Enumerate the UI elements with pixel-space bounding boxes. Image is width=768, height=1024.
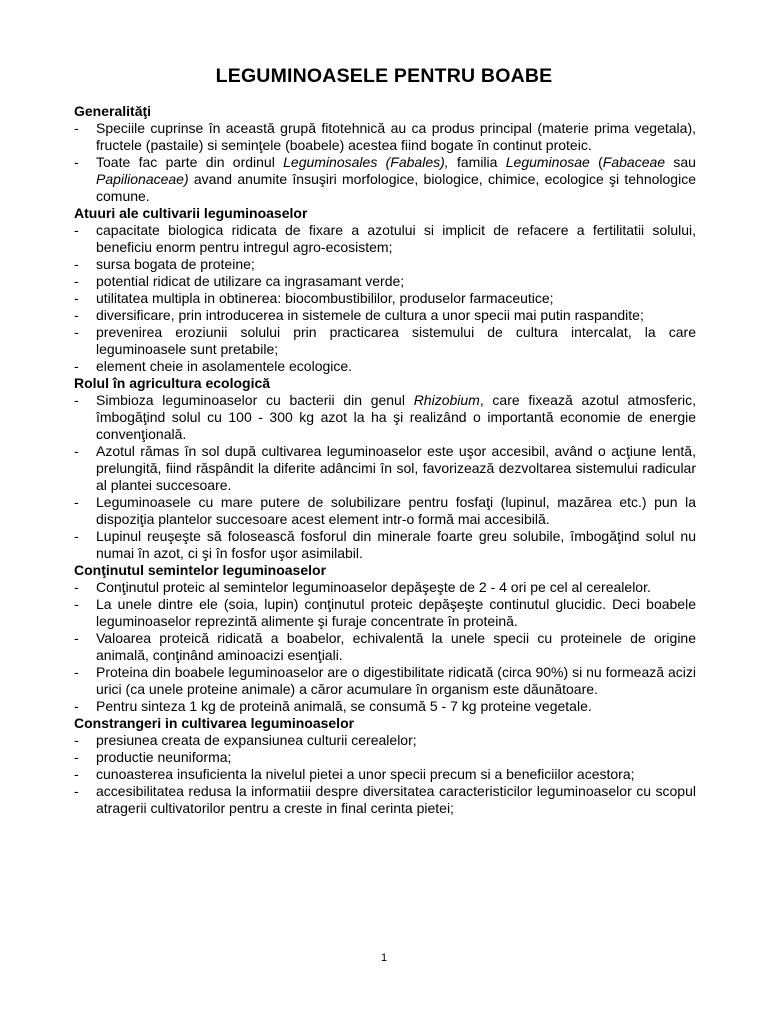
item-text: prevenirea eroziunii solului prin practicarea sistemului de cultura intercalat, la care leguminoasele sunt pretabile; <box>96 324 696 357</box>
item-text: Conţinutul proteic al semintelor leguminoaselor depăşeşte de 2 - 4 ori pe cel al cerealelor. <box>96 579 651 595</box>
bullet-item <box>74 528 696 562</box>
bullet-item <box>74 596 696 630</box>
item-text: familia <box>448 154 506 170</box>
section-heading: Constrangeri in cultivarea leguminoaselor <box>74 715 355 731</box>
bullet-item <box>74 290 696 307</box>
bullet-dash: - <box>74 630 79 646</box>
bullet-dash: - <box>74 154 79 170</box>
bullet-item <box>74 358 696 375</box>
item-text: cunoasterea insuficienta la nivelul pietei a unor specii precum si a beneficiilor acestora; <box>96 766 635 782</box>
item-text: Azotul rămas în sol după cultivarea leguminoaselor este uşor accesibil, având o acţiune lentă, prelungită, fiind răspândit la diferite adâncimi în sol, favorizează dezvoltarea sistemului radicular al plantei succesoare. <box>96 443 696 493</box>
bullet-item <box>74 392 696 443</box>
item-text: productie neuniforma; <box>96 749 232 765</box>
bullet-dash: - <box>74 358 79 374</box>
bullet-dash: - <box>74 120 79 136</box>
item-text: La unele dintre ele (soia, lupin) conţinutul proteic depăşeşte continutul glucidic. Deci boabele leguminoaselor reprezintă alimente şi furaje concentrate în proteină. <box>96 596 696 629</box>
section-heading: Rolul în agricultura ecologică <box>74 375 271 391</box>
item-text: Lupinul reuşeşte să folosească fosforul din minerale foarte greu solubile, îmbogăţind solul nu numai în azot, ci şi în fosfor uşor asimilabil. <box>96 528 696 561</box>
item-text: utilitatea multipla in obtinerea: biocombustibililor, produselor farmaceutice; <box>96 290 554 306</box>
bullet-dash: - <box>74 256 79 272</box>
bullet-dash: - <box>74 732 79 748</box>
bullet-item <box>74 783 696 817</box>
item-text: , care fixează azotul atmosferic, îmbogăţind solul cu 100 - 300 kg azot la ha şi realizând o importantă economie de energie convenţională. <box>96 392 696 442</box>
document-title: LEGUMINOASELE PENTRU BOABE <box>215 65 553 87</box>
bullet-dash: - <box>74 579 79 595</box>
item-text: potential ridicat de utilizare ca ingrasamant verde; <box>96 273 405 289</box>
bullet-item <box>74 732 696 749</box>
section-heading: Atuuri ale cultivarii leguminoaselor <box>74 205 308 221</box>
bullet-item <box>74 630 696 664</box>
document-body <box>74 103 696 817</box>
item-text: presiunea creata de expansiunea culturii cerealelor; <box>96 732 417 748</box>
bullet-dash: - <box>74 698 79 714</box>
bullet-dash: - <box>74 494 79 510</box>
item-text: Valoarea proteică ridicată a boabelor, echivalentă la unele specii cu proteinele de origine animală, conţinând aminoacizi esenţiali. <box>96 630 696 663</box>
item-text: Toate fac parte din ordinul <box>96 154 284 170</box>
item-text: sursa bogata de proteine; <box>96 256 255 272</box>
item-text: Pentru sinteza 1 kg de proteină animală, se consumă 5 - 7 kg proteine vegetale. <box>96 698 592 714</box>
item-text: Leguminoasele cu mare putere de solubilizare pentru fosfaţi (lupinul, mazărea etc.) pun la dispoziţia plantelor succesoare acest element intr-o formă mai accesibilă. <box>96 494 696 527</box>
bullet-item <box>74 222 696 256</box>
section-heading: Generalităţi <box>74 103 152 119</box>
bullet-item <box>74 273 696 290</box>
bullet-dash: - <box>74 749 79 765</box>
item-text: Simbioza leguminoaselor cu bacterii din genul <box>96 392 414 408</box>
bullet-dash: - <box>74 324 79 340</box>
bullet-dash: - <box>74 273 79 289</box>
bullet-item <box>74 749 696 766</box>
italic-term: Leguminosales (Fabales), <box>283 154 449 170</box>
bullet-dash: - <box>74 664 79 680</box>
section-heading: Conţinutul semintelor leguminoaselor <box>74 562 327 578</box>
italic-term: Fabaceae <box>602 154 666 170</box>
bullet-item <box>74 664 696 698</box>
bullet-item <box>74 120 696 154</box>
bullet-item <box>74 766 696 783</box>
bullet-item <box>74 443 696 494</box>
bullet-dash: - <box>74 392 79 408</box>
italic-term: Papilionaceae) <box>96 171 189 187</box>
item-text: ( <box>589 154 603 170</box>
bullet-dash: - <box>74 222 79 238</box>
bullet-dash: - <box>74 307 79 323</box>
page-number: 1 <box>380 952 388 964</box>
bullet-item <box>74 579 696 596</box>
italic-term: Rhizobium <box>413 392 480 408</box>
item-text: Speciile cuprinse în această grupă fitotehnică au ca produs principal (materie prima vegetala), fructele (pastaile) si seminţele (boabele) acestea fiind bogate în continut proteic. <box>96 120 696 153</box>
item-text: element cheie in asolamentele ecologice. <box>96 358 353 374</box>
bullet-dash: - <box>74 290 79 306</box>
bullet-item <box>74 494 696 528</box>
bullet-item <box>74 307 696 324</box>
bullet-dash: - <box>74 783 79 799</box>
item-text: avand anumite însuşiri morfologice, biologice, chimice, ecologice şi tehnologice comune. <box>96 171 696 204</box>
item-text: diversificare, prin introducerea in sistemele de cultura a unor specii mai putin raspandite; <box>96 307 644 323</box>
bullet-dash: - <box>74 528 79 544</box>
bullet-dash: - <box>74 443 79 459</box>
italic-term: Leguminosae <box>505 154 590 170</box>
bullet-dash: - <box>74 766 79 782</box>
item-text: sau <box>665 154 696 170</box>
bullet-dash: - <box>74 596 79 612</box>
bullet-item <box>74 698 696 715</box>
item-text: accesibilitatea redusa la informatiii despre diversitatea caracteristicilor leguminoaselor cu scopul atragerii cultivatorilor pentru a creste in final cerinta pietei; <box>96 783 696 816</box>
bullet-item <box>74 154 696 205</box>
item-text: Proteina din boabele leguminoaselor are o digestibilitate ridicată (circa 90%) si nu formează acizi urici (ca unele proteine animale) a căror acumulare în organism este dăunătoare. <box>96 664 696 697</box>
item-text: capacitate biologica ridicata de fixare a azotului si implicit de refacere a fertilitatii solului, beneficiu enorm pentru intregul agro-ecosistem; <box>96 222 696 255</box>
bullet-item <box>74 324 696 358</box>
bullet-item <box>74 256 696 273</box>
